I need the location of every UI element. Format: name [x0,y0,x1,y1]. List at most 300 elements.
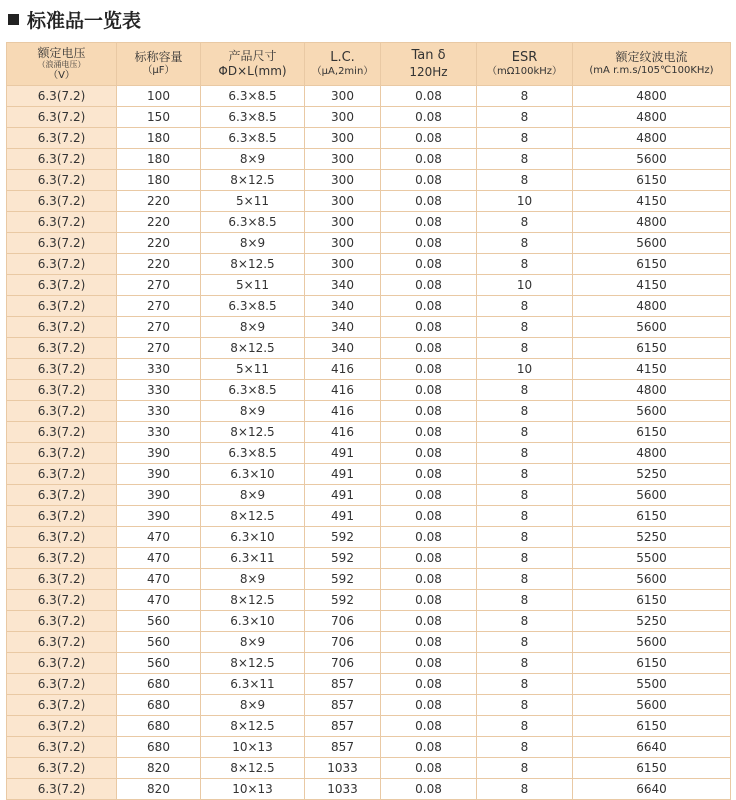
cell-leakage-current: 491 [305,506,381,527]
cell-size: 8×12.5 [201,653,305,674]
header-unit: （μA,2min） [311,65,374,77]
cell-tan-delta: 0.08 [381,86,477,107]
cell-tan-delta: 0.08 [381,653,477,674]
cell-leakage-current: 416 [305,359,381,380]
cell-tan-delta: 0.08 [381,359,477,380]
header-capacitance [117,43,201,86]
table-row [7,443,731,464]
cell-tan-delta: 0.08 [381,779,477,800]
cell-esr: 8 [477,758,573,779]
cell-tan-delta: 0.08 [381,275,477,296]
cell-rated-voltage: 6.3(7.2) [7,569,117,590]
cell-ripple-current: 6150 [573,422,731,443]
cell-rated-voltage: 6.3(7.2) [7,422,117,443]
cell-ripple-current: 5600 [573,569,731,590]
cell-tan-delta: 0.08 [381,527,477,548]
cell-tan-delta: 0.08 [381,107,477,128]
cell-tan-delta: 0.08 [381,632,477,653]
cell-rated-voltage: 6.3(7.2) [7,86,117,107]
cell-ripple-current: 4800 [573,212,731,233]
cell-esr: 8 [477,443,573,464]
page-title: 标准品一览表 [27,9,142,32]
cell-ripple-current: 5600 [573,695,731,716]
header-label: L.C. [330,49,355,65]
cell-capacitance: 220 [117,233,201,254]
cell-ripple-current: 5600 [573,233,731,254]
cell-esr: 8 [477,464,573,485]
cell-capacitance: 680 [117,695,201,716]
cell-ripple-current: 6150 [573,653,731,674]
cell-leakage-current: 300 [305,128,381,149]
cell-tan-delta: 0.08 [381,422,477,443]
cell-ripple-current: 5250 [573,527,731,548]
table-row [7,275,731,296]
cell-rated-voltage: 6.3(7.2) [7,716,117,737]
cell-ripple-current: 5600 [573,317,731,338]
cell-ripple-current: 4150 [573,359,731,380]
cell-tan-delta: 0.08 [381,443,477,464]
cell-leakage-current: 857 [305,674,381,695]
cell-esr: 8 [477,149,573,170]
table-row [7,569,731,590]
table-row [7,359,731,380]
table-row [7,401,731,422]
cell-rated-voltage: 6.3(7.2) [7,737,117,758]
cell-size: 5×11 [201,191,305,212]
cell-tan-delta: 0.08 [381,380,477,401]
cell-tan-delta: 0.08 [381,233,477,254]
cell-leakage-current: 706 [305,611,381,632]
cell-capacitance: 270 [117,317,201,338]
cell-rated-voltage: 6.3(7.2) [7,296,117,317]
cell-tan-delta: 0.08 [381,674,477,695]
table-row [7,296,731,317]
header-ripple-current [573,43,731,86]
cell-ripple-current: 6150 [573,254,731,275]
cell-leakage-current: 592 [305,590,381,611]
cell-capacitance: 180 [117,128,201,149]
cell-leakage-current: 340 [305,296,381,317]
cell-esr: 8 [477,716,573,737]
header-size [201,43,305,86]
cell-capacitance: 270 [117,296,201,317]
cell-size: 5×11 [201,275,305,296]
header-leakage-current [305,43,381,86]
cell-capacitance: 100 [117,86,201,107]
cell-size: 6.3×8.5 [201,296,305,317]
cell-rated-voltage: 6.3(7.2) [7,590,117,611]
table-row [7,233,731,254]
cell-rated-voltage: 6.3(7.2) [7,107,117,128]
cell-capacitance: 390 [117,464,201,485]
cell-esr: 8 [477,233,573,254]
table-row [7,548,731,569]
cell-size: 6.3×8.5 [201,443,305,464]
table-row [7,338,731,359]
cell-tan-delta: 0.08 [381,464,477,485]
cell-esr: 8 [477,422,573,443]
table-row [7,317,731,338]
cell-leakage-current: 340 [305,275,381,296]
cell-leakage-current: 300 [305,233,381,254]
header-label: 产品尺寸 [228,49,277,63]
header-label: Tan δ [411,48,446,64]
cell-capacitance: 470 [117,527,201,548]
table-row [7,380,731,401]
spec-table [6,42,731,800]
cell-tan-delta: 0.08 [381,317,477,338]
header-label: 额定纹波电流 [615,50,688,65]
cell-rated-voltage: 6.3(7.2) [7,443,117,464]
cell-leakage-current: 300 [305,212,381,233]
table-row [7,506,731,527]
cell-leakage-current: 416 [305,401,381,422]
cell-rated-voltage: 6.3(7.2) [7,275,117,296]
cell-tan-delta: 0.08 [381,737,477,758]
cell-capacitance: 270 [117,275,201,296]
cell-ripple-current: 5600 [573,401,731,422]
cell-leakage-current: 592 [305,527,381,548]
cell-size: 8×12.5 [201,170,305,191]
cell-esr: 8 [477,485,573,506]
cell-tan-delta: 0.08 [381,338,477,359]
cell-size: 10×13 [201,737,305,758]
cell-capacitance: 560 [117,611,201,632]
cell-size: 8×9 [201,632,305,653]
cell-rated-voltage: 6.3(7.2) [7,695,117,716]
cell-ripple-current: 4800 [573,107,731,128]
cell-esr: 8 [477,107,573,128]
cell-esr: 8 [477,632,573,653]
cell-capacitance: 150 [117,107,201,128]
cell-capacitance: 220 [117,254,201,275]
cell-esr: 8 [477,737,573,758]
cell-esr: 8 [477,86,573,107]
cell-size: 8×12.5 [201,254,305,275]
cell-ripple-current: 6150 [573,758,731,779]
cell-leakage-current: 300 [305,107,381,128]
cell-leakage-current: 592 [305,548,381,569]
square-bullet-icon [8,14,19,25]
cell-size: 6.3×10 [201,464,305,485]
cell-esr: 10 [477,275,573,296]
cell-size: 8×9 [201,485,305,506]
cell-rated-voltage: 6.3(7.2) [7,758,117,779]
table-row [7,212,731,233]
header-sublabel: （浪涌电压） [37,59,86,69]
cell-size: 8×9 [201,233,305,254]
cell-ripple-current: 4150 [573,191,731,212]
cell-capacitance: 470 [117,590,201,611]
cell-rated-voltage: 6.3(7.2) [7,485,117,506]
cell-capacitance: 560 [117,632,201,653]
cell-size: 8×9 [201,317,305,338]
cell-esr: 8 [477,569,573,590]
cell-tan-delta: 0.08 [381,716,477,737]
table-row [7,422,731,443]
cell-rated-voltage: 6.3(7.2) [7,674,117,695]
table-row [7,149,731,170]
cell-size: 6.3×10 [201,611,305,632]
header-row [7,43,731,86]
cell-capacitance: 180 [117,170,201,191]
cell-tan-delta: 0.08 [381,695,477,716]
page-title-bar [6,4,141,34]
cell-size: 5×11 [201,359,305,380]
cell-rated-voltage: 6.3(7.2) [7,548,117,569]
cell-capacitance: 390 [117,443,201,464]
cell-tan-delta: 0.08 [381,548,477,569]
cell-rated-voltage: 6.3(7.2) [7,149,117,170]
cell-size: 8×9 [201,149,305,170]
cell-rated-voltage: 6.3(7.2) [7,464,117,485]
table-row [7,170,731,191]
cell-leakage-current: 1033 [305,758,381,779]
cell-size: 8×12.5 [201,758,305,779]
cell-size: 6.3×10 [201,527,305,548]
cell-leakage-current: 491 [305,464,381,485]
table-row [7,758,731,779]
cell-tan-delta: 0.08 [381,611,477,632]
header-unit: （μF） [142,65,175,77]
cell-rated-voltage: 6.3(7.2) [7,359,117,380]
cell-esr: 8 [477,674,573,695]
cell-ripple-current: 5250 [573,611,731,632]
cell-rated-voltage: 6.3(7.2) [7,170,117,191]
cell-ripple-current: 5250 [573,464,731,485]
table-row [7,653,731,674]
table-row [7,716,731,737]
cell-ripple-current: 5600 [573,485,731,506]
table-row [7,86,731,107]
cell-esr: 8 [477,212,573,233]
cell-tan-delta: 0.08 [381,254,477,275]
cell-esr: 10 [477,191,573,212]
cell-ripple-current: 4800 [573,380,731,401]
header-unit: 120Hz [409,64,448,79]
cell-size: 10×13 [201,779,305,800]
cell-esr: 8 [477,506,573,527]
cell-rated-voltage: 6.3(7.2) [7,128,117,149]
cell-rated-voltage: 6.3(7.2) [7,653,117,674]
header-label: 额定电压 [37,45,86,60]
table-row [7,632,731,653]
cell-rated-voltage: 6.3(7.2) [7,527,117,548]
cell-leakage-current: 491 [305,485,381,506]
cell-ripple-current: 6150 [573,338,731,359]
cell-esr: 10 [477,359,573,380]
cell-esr: 8 [477,338,573,359]
cell-ripple-current: 5500 [573,548,731,569]
cell-rated-voltage: 6.3(7.2) [7,317,117,338]
cell-rated-voltage: 6.3(7.2) [7,779,117,800]
cell-ripple-current: 6150 [573,506,731,527]
cell-capacitance: 680 [117,674,201,695]
cell-esr: 8 [477,548,573,569]
cell-size: 8×9 [201,569,305,590]
cell-leakage-current: 592 [305,569,381,590]
cell-esr: 8 [477,695,573,716]
cell-rated-voltage: 6.3(7.2) [7,233,117,254]
cell-capacitance: 560 [117,653,201,674]
cell-capacitance: 330 [117,359,201,380]
table-row [7,674,731,695]
cell-esr: 8 [477,254,573,275]
cell-ripple-current: 5500 [573,674,731,695]
cell-capacitance: 330 [117,422,201,443]
cell-rated-voltage: 6.3(7.2) [7,338,117,359]
table-row [7,611,731,632]
cell-tan-delta: 0.08 [381,506,477,527]
table-row [7,128,731,149]
cell-rated-voltage: 6.3(7.2) [7,254,117,275]
table-row [7,527,731,548]
header-unit: ΦD×L(mm) [218,64,287,78]
cell-tan-delta: 0.08 [381,170,477,191]
cell-ripple-current: 6640 [573,779,731,800]
cell-capacitance: 470 [117,569,201,590]
table-body [7,86,731,800]
cell-rated-voltage: 6.3(7.2) [7,401,117,422]
cell-leakage-current: 340 [305,338,381,359]
cell-size: 6.3×8.5 [201,128,305,149]
cell-ripple-current: 4800 [573,443,731,464]
cell-leakage-current: 1033 [305,779,381,800]
table-row [7,779,731,800]
cell-capacitance: 270 [117,338,201,359]
cell-tan-delta: 0.08 [381,212,477,233]
cell-capacitance: 820 [117,758,201,779]
cell-esr: 8 [477,611,573,632]
cell-esr: 8 [477,296,573,317]
cell-ripple-current: 6150 [573,170,731,191]
cell-size: 8×12.5 [201,506,305,527]
header-label: ESR [511,49,538,65]
cell-esr: 8 [477,128,573,149]
cell-capacitance: 680 [117,737,201,758]
cell-tan-delta: 0.08 [381,191,477,212]
cell-size: 6.3×11 [201,548,305,569]
cell-ripple-current: 4800 [573,86,731,107]
cell-size: 8×12.5 [201,590,305,611]
table-row [7,464,731,485]
cell-leakage-current: 706 [305,632,381,653]
cell-capacitance: 820 [117,779,201,800]
cell-esr: 8 [477,317,573,338]
cell-tan-delta: 0.08 [381,296,477,317]
cell-rated-voltage: 6.3(7.2) [7,506,117,527]
table-row [7,485,731,506]
cell-tan-delta: 0.08 [381,149,477,170]
table-header [7,43,731,86]
cell-rated-voltage: 6.3(7.2) [7,632,117,653]
cell-ripple-current: 6150 [573,590,731,611]
cell-capacitance: 680 [117,716,201,737]
cell-ripple-current: 6640 [573,737,731,758]
cell-leakage-current: 300 [305,191,381,212]
cell-esr: 8 [477,527,573,548]
cell-leakage-current: 706 [305,653,381,674]
cell-size: 6.3×11 [201,674,305,695]
cell-esr: 8 [477,401,573,422]
cell-size: 8×12.5 [201,422,305,443]
cell-size: 8×12.5 [201,338,305,359]
cell-size: 6.3×8.5 [201,107,305,128]
header-esr [477,43,573,86]
cell-leakage-current: 416 [305,422,381,443]
cell-tan-delta: 0.08 [381,758,477,779]
cell-esr: 8 [477,380,573,401]
cell-ripple-current: 4800 [573,128,731,149]
cell-leakage-current: 857 [305,695,381,716]
cell-size: 8×9 [201,401,305,422]
cell-leakage-current: 300 [305,254,381,275]
cell-capacitance: 330 [117,401,201,422]
cell-esr: 8 [477,779,573,800]
cell-leakage-current: 491 [305,443,381,464]
table-row [7,695,731,716]
cell-tan-delta: 0.08 [381,590,477,611]
cell-rated-voltage: 6.3(7.2) [7,611,117,632]
cell-size: 6.3×8.5 [201,380,305,401]
table-row [7,107,731,128]
cell-leakage-current: 857 [305,737,381,758]
table-row [7,590,731,611]
header-unit: (mA r.m.s/105℃100KHz) [589,65,714,77]
cell-capacitance: 390 [117,485,201,506]
cell-tan-delta: 0.08 [381,128,477,149]
cell-ripple-current: 5600 [573,632,731,653]
header-unit: （mΩ100kHz） [486,65,563,77]
cell-rated-voltage: 6.3(7.2) [7,212,117,233]
cell-rated-voltage: 6.3(7.2) [7,191,117,212]
cell-capacitance: 470 [117,548,201,569]
cell-rated-voltage: 6.3(7.2) [7,380,117,401]
cell-ripple-current: 6150 [573,716,731,737]
cell-ripple-current: 5600 [573,149,731,170]
cell-leakage-current: 416 [305,380,381,401]
header-label: 标称容量 [134,50,183,65]
cell-esr: 8 [477,590,573,611]
cell-size: 8×9 [201,695,305,716]
cell-leakage-current: 300 [305,86,381,107]
cell-leakage-current: 340 [305,317,381,338]
cell-capacitance: 330 [117,380,201,401]
cell-capacitance: 390 [117,506,201,527]
cell-size: 6.3×8.5 [201,212,305,233]
cell-ripple-current: 4800 [573,296,731,317]
cell-leakage-current: 300 [305,149,381,170]
table-row [7,737,731,758]
header-unit: （V） [48,69,75,81]
cell-ripple-current: 4150 [573,275,731,296]
cell-leakage-current: 300 [305,170,381,191]
cell-esr: 8 [477,170,573,191]
cell-size: 6.3×8.5 [201,86,305,107]
cell-capacitance: 180 [117,149,201,170]
table-row [7,254,731,275]
cell-leakage-current: 857 [305,716,381,737]
table-row [7,191,731,212]
header-rated-voltage [7,43,117,86]
cell-esr: 8 [477,653,573,674]
cell-capacitance: 220 [117,212,201,233]
cell-tan-delta: 0.08 [381,569,477,590]
cell-capacitance: 220 [117,191,201,212]
cell-size: 8×12.5 [201,716,305,737]
cell-tan-delta: 0.08 [381,401,477,422]
header-tan-delta [381,43,477,86]
